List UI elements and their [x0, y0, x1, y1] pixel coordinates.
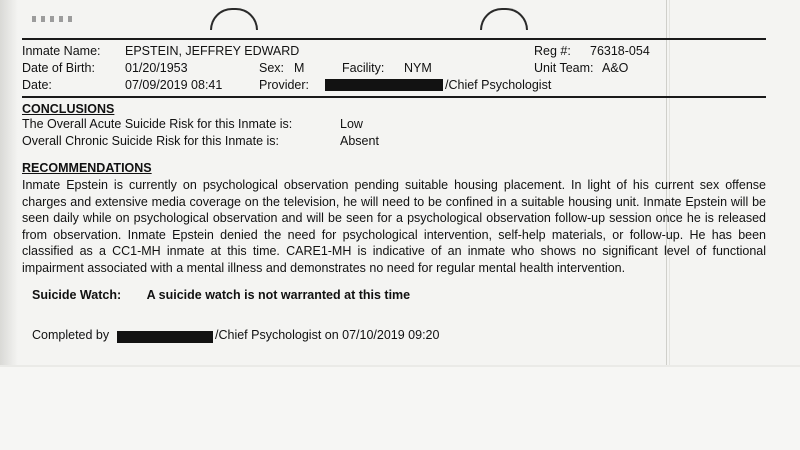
sex-label: Sex: [259, 61, 285, 75]
date-value: 07/09/2019 08:41 [125, 78, 223, 92]
provider-redaction [325, 77, 443, 94]
facility-value: NYM [404, 61, 432, 75]
inmate-header-block [22, 40, 766, 96]
header-bottom-rule [22, 96, 766, 98]
sex-value: M [294, 61, 305, 75]
unit-team-label: Unit Team: [534, 61, 594, 75]
suicide-watch-value: A suicide watch is not warranted at this time [146, 288, 411, 302]
acute-risk-label: The Overall Acute Suicide Risk for this Inmate is: [22, 117, 293, 131]
unit-team-value: A&O [602, 61, 629, 75]
reg-number-value: 76318-054 [590, 44, 650, 58]
inmate-name-label: Inmate Name: [22, 44, 101, 58]
header-row-dob [22, 60, 766, 77]
facility-label: Facility: [342, 61, 385, 75]
provider-label: Provider: [259, 78, 310, 92]
scan-artifact-arc-right [480, 8, 528, 30]
suicide-watch-row [22, 288, 766, 302]
header-row-name [22, 43, 766, 60]
completed-by-redaction [117, 330, 213, 344]
completed-by-suffix: /Chief Psychologist on 07/10/2019 09:20 [215, 328, 440, 342]
provider-value: /Chief Psychologist [445, 78, 552, 92]
date-label: Date: [22, 78, 52, 92]
inmate-name-value: EPSTEIN, JEFFREY EDWARD [125, 44, 300, 58]
recommendations-title: RECOMMENDATIONS [22, 161, 152, 175]
completed-by-label: Completed by [32, 328, 110, 342]
page-lower-blank-area [0, 365, 800, 450]
completed-by-row [22, 328, 766, 346]
scan-artifact-smudge [32, 16, 76, 22]
scan-edge-noise [0, 365, 800, 367]
chronic-risk-value: Absent [340, 134, 379, 148]
reg-number-label: Reg #: [534, 44, 571, 58]
header-row-date [22, 77, 766, 94]
conclusions-title: CONCLUSIONS [22, 102, 115, 116]
acute-risk-row [22, 117, 766, 134]
dob-label: Date of Birth: [22, 61, 95, 75]
document-body [22, 38, 766, 346]
suicide-watch-label: Suicide Watch: [32, 288, 122, 302]
scan-artifact-arc-left [210, 8, 258, 30]
acute-risk-value: Low [340, 117, 363, 131]
recommendations-body: Inmate Epstein is currently on psychological observation pending suitable housing placement. In light of his current sex offense charges and extensive media coverage on the television, he will need to be confined in a suitable housing unit. Inmate Epstein will be seen daily while on psychological observation and will be seen for a psychological observation follow-up session once he is released from observation. Inmate Epstein denied the need for psychological intervention, self-help materials, or follow-up. He has been classified as a CC1-MH inmate at this time. CARE1-MH is indicative of an inmate who shows no significant level of functional impairment associated with a mental illness and demonstrates no need for regular mental health intervention. [22, 178, 766, 275]
chronic-risk-row [22, 134, 766, 151]
dob-value: 01/20/1953 [125, 61, 188, 75]
chronic-risk-label: Overall Chronic Suicide Risk for this Inmate is: [22, 134, 280, 148]
